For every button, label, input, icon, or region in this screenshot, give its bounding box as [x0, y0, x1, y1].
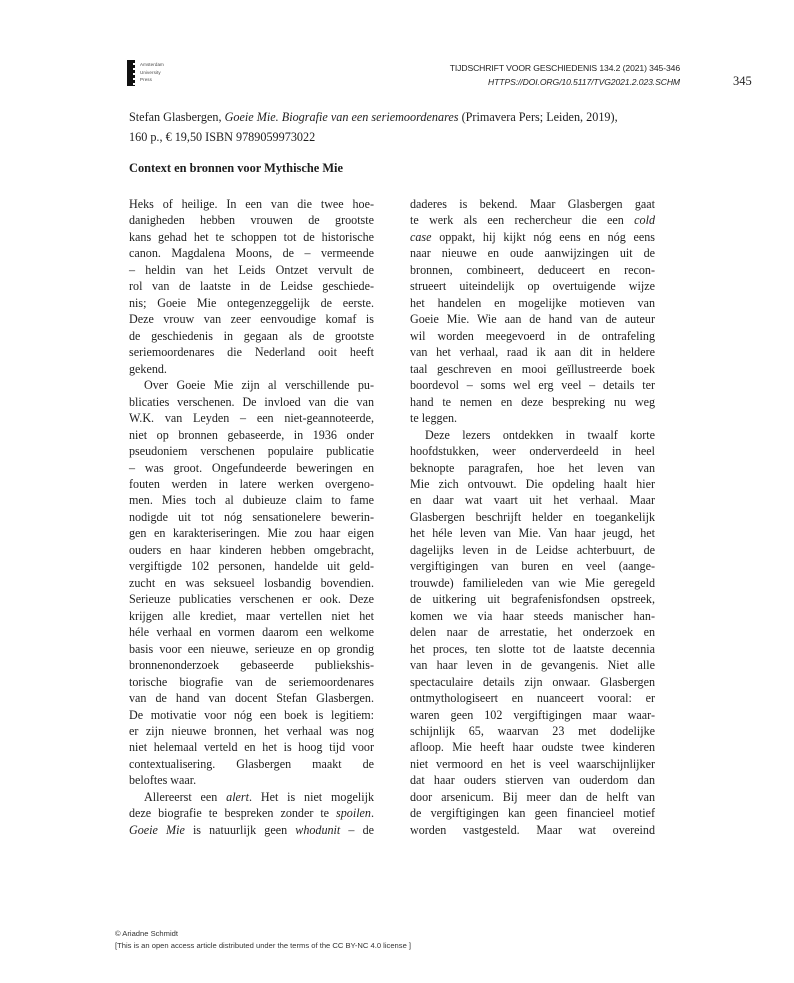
text-line: het héle leven van Mie. Van haar jeugd, het: [410, 526, 655, 541]
journal-line: TIJDSCHRIFT VOOR GESCHIEDENIS 134.2 (2021) 345-346: [449, 63, 680, 73]
citation-title: Goeie Mie. Biografie van een seriemoordenares: [224, 110, 459, 124]
text-line: Heks of heilige. In een van die twee hoe-: [129, 197, 374, 211]
text-line: bronnenonderzoek gebaseerde publiekshis-: [129, 658, 374, 673]
text-line: Goeie Mie is natuurlijk geen whodunit – de: [129, 822, 374, 837]
text-line: danigheden hebben vrouwen de grootste: [129, 213, 374, 228]
text-line: nodigde uit tot nóg sensationelere bewerin-: [129, 509, 374, 524]
page-number: 345: [733, 74, 752, 88]
body-column-right: [410, 196, 655, 838]
text-line: canon. Magdalena Moons, de – vermeende: [129, 246, 374, 261]
text-line: niet vermoord en het is veel waarschijnlijker: [410, 756, 655, 771]
running-header: [450, 61, 680, 89]
text-line: afloop. Mie heeft haar oudste twee kinderen: [410, 740, 655, 755]
license-notice: [This is an open access article distributed under the terms of the CC BY-NC 4.0 license ]: [115, 940, 412, 950]
copyright-notice: © Ariadne Schmidt: [115, 929, 179, 938]
review-title: Context en bronnen voor Mythische Mie: [129, 161, 343, 175]
text-line: niet op bronnen gebaseerde, in 1936 onder: [129, 427, 374, 442]
text-line: naar nieuwe en oude aanwijzingen uit de: [410, 246, 655, 261]
text-line: ouders en haar kinderen hebben omgebracht,: [129, 542, 374, 557]
text-line: te werk als een rechercheur die een cold: [410, 213, 655, 228]
text-line: beloftes waar.: [129, 773, 197, 788]
text-line: worden vastgesteld. Maar wat overeind: [410, 822, 655, 837]
text-line: vergiftigde 102 personen, handelde uit geld-: [129, 559, 374, 574]
text-line: dat haar ouders stierven van ouderdom dan: [410, 773, 655, 788]
text-line: het handelen en mogelijke motieven van: [410, 295, 655, 310]
text-line: dagelijks leven in de Leidse achterbuurt, de: [410, 542, 655, 557]
text-line: strueert uiteindelijk op overtuigende wijze: [410, 279, 655, 294]
text-line: rol van de laatste in de Leidse geschiede-: [129, 279, 374, 294]
text-line: torische biografie van de seriemoordenares: [129, 674, 374, 689]
text-line: delen naar de arrestatie, het onderzoek en: [410, 625, 655, 640]
text-line: Goeie Mie. Wie aan de hand van de auteur: [410, 312, 655, 327]
text-line: W.K. van Leyden – een niet-geannoteerde,: [129, 411, 374, 426]
publisher-name: Amsterdam University Press: [140, 62, 164, 83]
text-line: vergiftigingen van buren en veel (aange-: [410, 559, 655, 574]
text-line: Allereerst een alert. Het is niet mogelijk: [144, 789, 374, 804]
text-line: deze biografie te bespreken zonder te spoilen.: [129, 806, 374, 821]
citation-details: 160 p., € 19,50 ISBN 9789059973022: [129, 130, 316, 144]
text-line: de geschiedenis in gegaan als de grootste: [129, 328, 374, 343]
text-line: bronnen, combineert, deduceert en recon-: [410, 262, 655, 277]
text-line: trouwde) familieleden van wie Mie geregeld: [410, 575, 655, 590]
text-line: wil worden meegevoerd in de ontrafeling: [410, 328, 655, 343]
text-line: De motivatie voor nóg een boek is legitiem:: [129, 707, 374, 722]
text-line: krijgen alle krediet, maar vertellen niet het: [129, 608, 374, 623]
text-line: pseudoniem verschenen populaire publicatie: [129, 444, 374, 459]
text-line: ontmythologiseert en nuanceert vooral: er: [410, 691, 655, 706]
text-line: de vergiftigingen kan geen financieel motief: [410, 806, 655, 821]
text-line: blicaties verschenen. De invloed van die van: [129, 394, 374, 409]
text-line: waren geen 102 vergiftigingen maar waar-: [410, 707, 655, 722]
text-line: seriemoordenares die Nederland ooit heeft: [129, 345, 374, 360]
text-line: daderes is bekend. Maar Glasbergen gaat: [410, 197, 655, 211]
text-line: het proces, ten slotte tot de laatste decennia: [410, 641, 655, 656]
text-line: en daar wat vaart uit het verhaal. Maar: [410, 493, 655, 508]
text-line: Deze lezers ontdekken in twaalf korte: [425, 427, 655, 442]
text-line: de uitkering uit begrafenisfondsen opstreek,: [410, 592, 655, 607]
text-line: schijnlijk 65, waarvan 23 met dodelijke: [410, 724, 655, 738]
text-line: fouten werden in latere werken overgeno-: [129, 476, 374, 491]
text-line: van de hand van docent Stefan Glasbergen.: [129, 691, 374, 706]
footer: [115, 928, 411, 951]
publisher-logo: [127, 60, 187, 86]
text-line: boordevol – soms wel erg veel – details ter: [410, 378, 655, 393]
text-line: gen en karakteriseringen. Mie zou haar eigen: [129, 526, 374, 541]
text-line: nis; Goeie Mie ontegenzeggelijk de eerste.: [129, 295, 374, 310]
text-line: case oppakt, hij kijkt nóg eens en nóg eens: [410, 229, 655, 244]
text-line: Deze vrouw van zeer eenvoudige komaf is: [129, 312, 374, 327]
text-line: door arsenicum. Bij meer dan de helft van: [410, 789, 655, 804]
doi-link[interactable]: HTTPS://DOI.ORG/10.5117/TVG2021.2.023.SCHM: [488, 77, 680, 87]
text-line: – was groot. Ongefundeerde beweringen en: [129, 460, 374, 475]
text-line: héle verhaal en vormen daarom een welkome: [129, 625, 374, 640]
text-line: basis voor een nieuwe, serieuze en op grondig: [129, 641, 374, 656]
text-line: men. Mies toch al dubieuze claim to fame: [129, 493, 374, 508]
text-line: te leggen.: [410, 411, 458, 426]
text-line: zucht en was seksueel losbandig bovendien.: [129, 575, 374, 590]
text-line: Mie zich ontvouwt. Die opdeling haalt hier: [410, 476, 655, 491]
citation-author: Stefan Glasbergen,: [129, 110, 225, 124]
book-citation: [129, 107, 659, 147]
amsterdam-university-press-logo-icon: [127, 60, 135, 86]
text-line: van het verhaal, raad ik aan dit in heldere: [410, 345, 655, 360]
text-line: hoofdstukken, weer onderverdeeld in heel: [410, 444, 655, 459]
text-line: kans gehad het te schoppen tot de historische: [129, 229, 374, 244]
text-line: beknopte paragrafen, hoe het leven van: [410, 460, 655, 475]
text-line: spectaculaire details zijn onwaar. Glasbergen: [410, 674, 655, 689]
text-line: Serieuze publicaties verschenen er ook. Deze: [129, 592, 374, 607]
text-line: gekend.: [129, 361, 167, 376]
body-column-left: [129, 196, 374, 838]
text-line: hand te nemen en deze bespreking nu weg: [410, 394, 655, 409]
text-line: van haar leven in de gevangenis. Niet alle: [410, 658, 655, 673]
text-line: contextualisering. Glasbergen maakt de: [129, 756, 374, 771]
text-line: Over Goeie Mie zijn al verschillende pu-: [144, 378, 374, 393]
text-line: er zijn nieuwe bronnen, het verhaal was nog: [129, 724, 374, 738]
text-line: – heldin van het Leids Ontzet vervult de: [129, 262, 374, 277]
text-line: niet helemaal verteld en het is hoog tijd voor: [129, 740, 374, 755]
text-line: komen we via haar steeds manischer han-: [410, 608, 655, 623]
text-line: taal geschreven en mooi geïllustreerde boek: [410, 361, 655, 376]
citation-publisher: (Primavera Pers; Leiden, 2019),: [458, 110, 618, 124]
text-line: Glasbergen beschrijft helder en toegankelijk: [410, 509, 655, 524]
